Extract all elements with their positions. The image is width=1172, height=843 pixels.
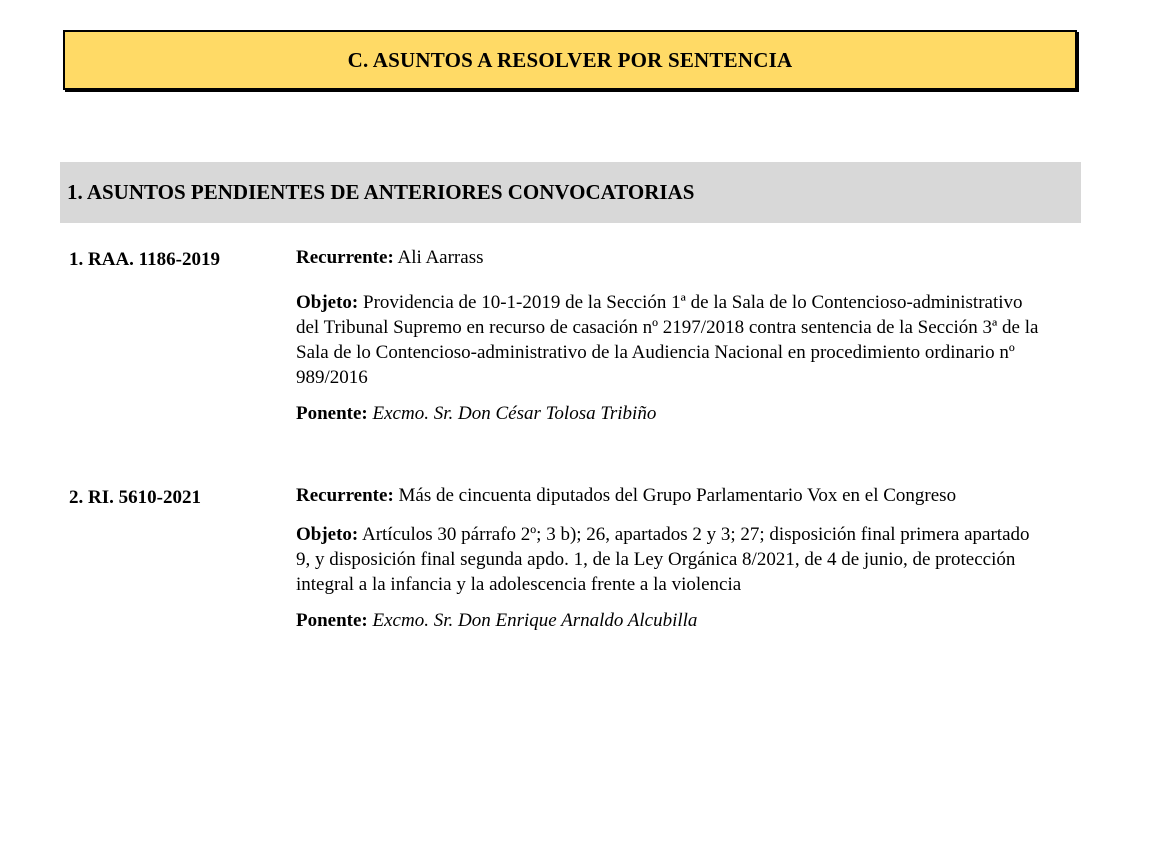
case-details	[296, 245, 1046, 437]
recurrente-field	[296, 245, 1046, 270]
recurrente-field	[296, 483, 1046, 508]
section-title: C. ASUNTOS A RESOLVER POR SENTENCIA	[347, 47, 793, 72]
objeto-field	[296, 290, 1046, 390]
objeto-label: Objeto:	[296, 292, 359, 313]
ponente-value: Excmo. Sr. Don Enrique Arnaldo Alcubilla	[372, 610, 698, 631]
recurrente-label: Recurrente:	[296, 247, 394, 268]
ponente-label: Ponente:	[296, 403, 368, 424]
objeto-value: Artículos 30 párrafo 2º; 3 b); 26, apartados 2 y 3; 27; disposición final primera apartado 9, y disposición final segunda apdo. 1, de la Ley Orgánica 8/2021, de 4 de junio, de protección integral a la infancia y la adolescencia frente a la violencia	[296, 524, 1030, 595]
subsection-title: 1. ASUNTOS PENDIENTES DE ANTERIORES CONVOCATORIAS	[67, 180, 695, 204]
objeto-label: Objeto:	[296, 524, 359, 545]
recurrente-value: Ali Aarrass	[397, 247, 484, 268]
objeto-field	[296, 522, 1046, 597]
case-number: 1. RAA. 1186-2019	[69, 249, 220, 270]
subsection-title-bar	[60, 162, 1081, 223]
objeto-value: Providencia de 10-1-2019 de la Sección 1ª de la Sala de lo Contencioso-administrativo del Tribunal Supremo en recurso de casación nº 2197/2018 contra sentencia de la Sección 3ª de la Sala de lo Contencioso-administrativo de la Audiencia Nacional en procedimiento ordinario nº 989/2016	[296, 292, 1039, 388]
case-number: 2. RI. 5610-2021	[69, 487, 201, 508]
ponente-field	[296, 401, 1046, 426]
ponente-value: Excmo. Sr. Don César Tolosa Tribiño	[372, 403, 657, 424]
ponente-field	[296, 608, 1046, 633]
recurrente-label: Recurrente:	[296, 485, 394, 506]
recurrente-value: Más de cincuenta diputados del Grupo Parlamentario Vox en el Congreso	[398, 485, 957, 506]
ponente-label: Ponente:	[296, 610, 368, 631]
case-details	[296, 483, 1046, 644]
section-title-banner	[63, 30, 1077, 90]
